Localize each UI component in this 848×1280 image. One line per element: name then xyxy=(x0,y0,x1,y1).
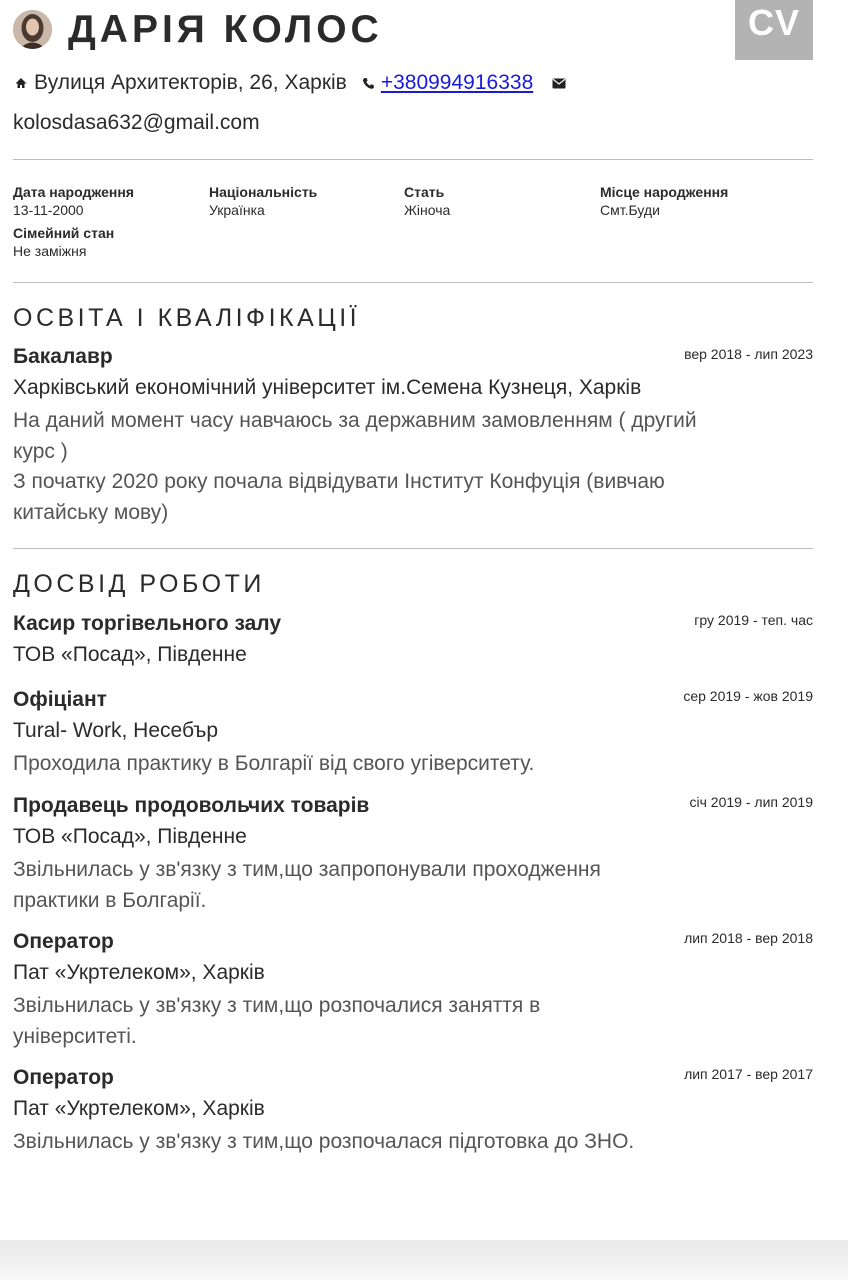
info-label: Стать xyxy=(404,184,445,200)
cv-badge: CV xyxy=(735,0,813,60)
job-title: Оператор xyxy=(13,930,114,953)
job-title: Касир торгівельного залу xyxy=(13,612,282,635)
description-line: На даний момент часу навчаюсь за державним замовленням ( другий курс ) xyxy=(13,409,697,463)
entry-description: Звільнилась у зв'язку з тим,що розпочалася підготовка до ЗНО. xyxy=(13,1130,635,1153)
entry-date: гру 2019 - теп. час xyxy=(694,612,813,628)
info-value: Українка xyxy=(209,202,265,218)
employer-name: ТОВ «Посад», Південне xyxy=(13,825,247,848)
job-title: Офіціант xyxy=(13,688,107,711)
job-title: Продавець продовольчих товарів xyxy=(13,794,370,817)
info-label: Сімейний стан xyxy=(13,225,115,241)
education-section-title: ОСВІТА І КВАЛІФІКАЦІЇ xyxy=(13,304,361,332)
entry-date: вер 2018 - лип 2023 xyxy=(684,346,813,362)
degree-title: Бакалавр xyxy=(13,345,113,368)
info-value: 13-11-2000 xyxy=(13,202,84,218)
info-label: Національність xyxy=(209,184,318,200)
employer-name: Пат «Укртелеком», Харків xyxy=(13,961,265,984)
institution-name: Харківський економічний університет ім.Семена Кузнеця, Харків xyxy=(13,376,642,399)
entry-date: сер 2019 - жов 2019 xyxy=(683,688,813,704)
divider xyxy=(13,548,813,549)
entry-description xyxy=(13,406,703,528)
description-line: З початку 2020 року почала відвідувати Інститут Конфуція (вивчаю китайську мову) xyxy=(13,470,665,524)
person-name: ДАРІЯ КОЛОС xyxy=(68,8,383,51)
job-entry xyxy=(13,609,813,670)
job-entry xyxy=(13,791,813,916)
job-entry xyxy=(13,927,813,1052)
envelope-icon xyxy=(551,75,567,91)
page-bottom-shadow xyxy=(0,1240,848,1280)
home-icon xyxy=(13,75,29,91)
employer-name: Tural- Work, Несебър xyxy=(13,719,219,742)
employer-name: ТОВ «Посад», Південне xyxy=(13,643,247,666)
experience-section-title: ДОСВІД РОБОТИ xyxy=(13,570,265,598)
info-birthdate xyxy=(13,183,208,219)
divider xyxy=(13,282,813,283)
info-marital-status xyxy=(13,224,208,260)
contact-row xyxy=(13,68,567,98)
info-value: Не заміжня xyxy=(13,243,87,259)
divider xyxy=(13,159,813,160)
info-nationality xyxy=(209,183,404,219)
job-entry xyxy=(13,1063,813,1158)
address-text: Вулиця Архитекторів, 26, Харків xyxy=(34,71,347,94)
entry-date: січ 2019 - лип 2019 xyxy=(689,794,813,810)
avatar xyxy=(13,10,52,49)
entry-date: лип 2018 - вер 2018 xyxy=(684,930,813,946)
info-gender xyxy=(404,183,599,219)
info-value: Жіноча xyxy=(404,202,451,218)
entry-date: лип 2017 - вер 2017 xyxy=(684,1066,813,1082)
info-label: Місце народження xyxy=(600,184,729,200)
info-label: Дата народження xyxy=(13,184,134,200)
entry-description: Звільнилась у зв'язку з тим,що запропонували проходження практики в Болгарії. xyxy=(13,858,601,912)
entry-description: Звільнилась у зв'язку з тим,що розпочалися заняття в університеті. xyxy=(13,994,541,1048)
education-entry xyxy=(13,342,813,528)
phone-icon xyxy=(361,75,377,91)
job-title: Оператор xyxy=(13,1066,114,1089)
phone-link[interactable]: +380994916338 xyxy=(380,71,534,94)
info-value: Смт.Буди xyxy=(600,202,660,218)
email-text[interactable]: kolosdasa632@gmail.com xyxy=(13,111,260,134)
job-entry xyxy=(13,685,813,780)
employer-name: Пат «Укртелеком», Харків xyxy=(13,1097,265,1120)
info-birthplace xyxy=(600,183,795,219)
entry-description: Проходила практику в Болгарії від свого угіверситету. xyxy=(13,752,535,775)
